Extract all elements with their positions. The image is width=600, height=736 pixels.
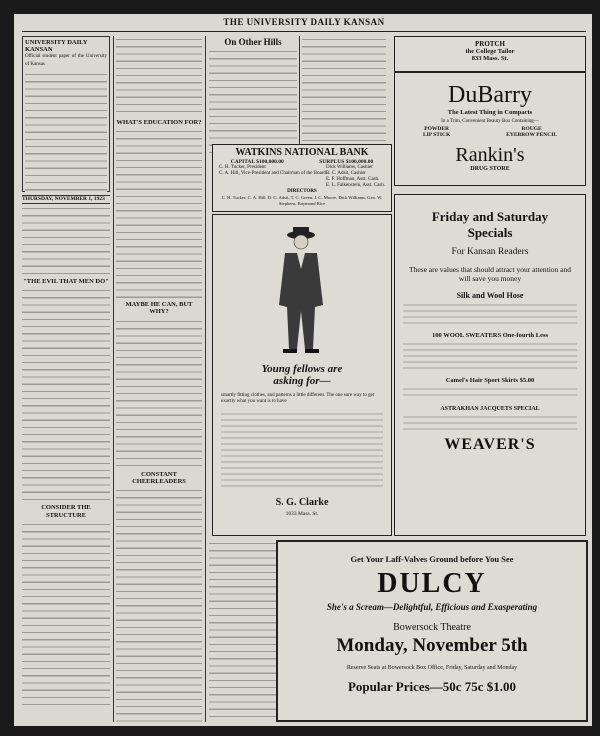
weavers-ad bbox=[394, 194, 586, 536]
rankin-name: Rankin's bbox=[455, 144, 525, 166]
headline-education: WHAT'S EDUCATION FOR? bbox=[116, 119, 202, 126]
dulcy-date: Monday, November 5th bbox=[336, 635, 528, 656]
weaver-special-sweaters: 100 WOOL SWEATERS One-fourth Less bbox=[431, 332, 549, 339]
headline-cheerleaders: CONSTANT CHEERLEADERS bbox=[132, 470, 186, 485]
dulcy-prices: Popular Prices—50c 75c $1.00 bbox=[347, 679, 516, 694]
bank-directors-head: DIRECTORS bbox=[287, 189, 317, 194]
weaver-sub: For Kansan Readers bbox=[451, 247, 529, 257]
dulcy-tagline: She's a Scream—Delightful, Efficious and Exasperating bbox=[326, 602, 538, 612]
bank-surplus: SURPLUS $100,000.00 bbox=[319, 159, 374, 165]
bank-capital: CAPITAL $100,000.00 bbox=[230, 159, 284, 165]
clarke-copy: smartly fitting clothes, and patterns a little different. The one sure way to get exactly what you want is to have bbox=[221, 393, 375, 404]
dateline: THURSDAY, NOVEMBER 1, 1923 bbox=[22, 195, 110, 204]
clarke-headline-2: asking for— bbox=[273, 375, 331, 387]
weaver-head-2: Specials bbox=[467, 225, 513, 240]
masthead-title: THE UNIVERSITY DAILY KANSAN bbox=[223, 17, 385, 27]
dubarry-fine: In a Trim, Convenient Beauty Box Containing— bbox=[441, 119, 539, 124]
man-in-suit-illustration bbox=[263, 225, 339, 355]
weaver-head-1: Friday and Saturday bbox=[431, 209, 549, 224]
rankin-line: DRUG STORE bbox=[470, 166, 510, 172]
watkins-bank-ad bbox=[212, 144, 392, 212]
dulcy-reserve: Reserve Seats at Bowersock Box Office, Friday, Saturday and Monday bbox=[346, 665, 518, 671]
bank-officers-right: Dick Williams, Cashier B. C. Adsit, Cashier E. F. Hoffman, Asst. Cash. E. L. Falkenstein, Asst. Cash. bbox=[325, 165, 385, 188]
headline-maybe: MAYBE HE CAN, BUT WHY? bbox=[125, 301, 193, 316]
clarke-name: S. G. Clarke bbox=[275, 497, 329, 508]
clarke-address: 1033 Mass. St. bbox=[285, 511, 319, 517]
column-editorial-2 bbox=[116, 36, 202, 722]
column-rule bbox=[205, 36, 206, 722]
bank-directors: C. H. Tucker, C. A. Hill, D. C. Adsit, T. C. Green, J. C. Moore, Dick Williams, Geo. W. Stephens, Raymond Rice bbox=[221, 195, 383, 206]
weaver-special-hose: Silk and Wool Hose bbox=[456, 291, 524, 300]
nameplate: UNIVERSITY DAILY KANSAN bbox=[25, 39, 88, 54]
weaver-special-jacquets: ASTRAKHAN JACQUETS SPECIAL bbox=[440, 406, 540, 412]
clarke-ad bbox=[212, 214, 392, 536]
dulcy-title: DULCY bbox=[377, 568, 487, 599]
headline-evil: "THE EVIL THAT MEN DO" bbox=[23, 278, 109, 286]
dubarry-name: DuBarry bbox=[448, 82, 532, 108]
dubarry-line: The Latest Thing in Compacts bbox=[447, 109, 533, 116]
protch-ad bbox=[394, 36, 586, 72]
bank-officers-left: C. H. Tucker, President C. A. Hill, Vice-President and Chairman of the Board bbox=[219, 165, 326, 176]
protch-line2: 833 Mass. St. bbox=[471, 55, 509, 62]
weaver-special-skirts: Camel's Hair Sport Skirts $5.00 bbox=[445, 377, 535, 384]
column-editorial bbox=[22, 36, 110, 722]
dulcy-theatre: Bowersock Theatre bbox=[393, 622, 471, 633]
masthead bbox=[22, 17, 586, 32]
clarke-headline-1: Young fellows are bbox=[261, 363, 343, 375]
nameplate-sub: Official student paper of the University of Kansas bbox=[25, 54, 107, 67]
column-rule bbox=[113, 36, 114, 722]
dubarry-ad: DuBarry The Latest Thing in Compacts In a Trim, Convenient Beauty Box Containing— POWDER LIP STICK ROUGE EYEBROW PENCIL Rankin's DRUG STORE bbox=[394, 72, 586, 186]
headline-structure: CONSIDER THE STRUCTURE bbox=[41, 504, 91, 519]
dulcy-ad bbox=[276, 540, 588, 722]
protch-name: PROTCH bbox=[475, 40, 505, 48]
bank-name: WATKINS NATIONAL BANK bbox=[235, 147, 369, 158]
protch-line1: the College Tailor bbox=[465, 48, 515, 55]
newspaper-page bbox=[14, 14, 592, 726]
dulcy-top: Get Your Laff-Valves Ground before You See bbox=[350, 554, 514, 564]
headline-other-hills: On Other Hills bbox=[224, 37, 282, 47]
weaver-logo: WEAVER'S bbox=[444, 436, 536, 453]
nameplate-box bbox=[22, 36, 110, 192]
weaver-pitch: These are values that should attract your attention and will save you money bbox=[408, 265, 572, 283]
